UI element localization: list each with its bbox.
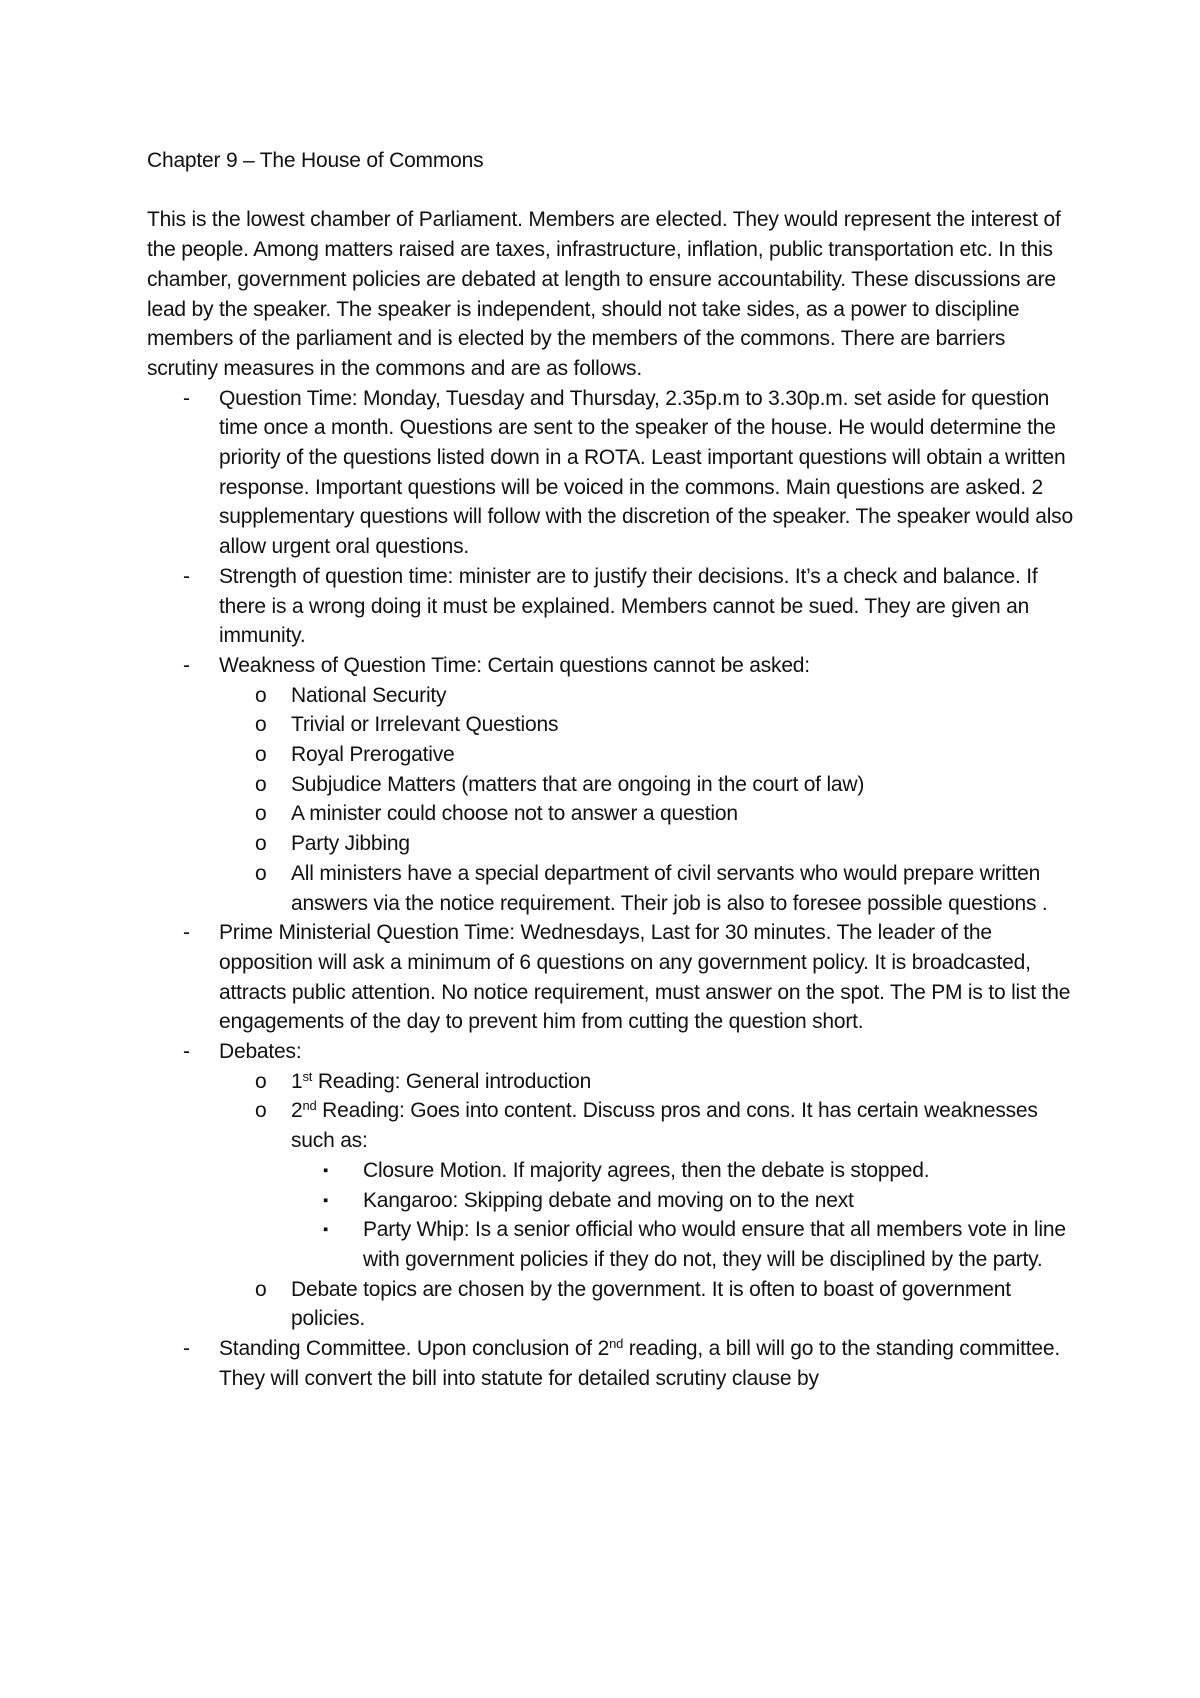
debates-sublist [219, 1067, 1077, 1334]
list-item [291, 1156, 1077, 1186]
debates-text: Debates: [219, 1040, 302, 1064]
scrutiny-list [147, 384, 1077, 1394]
reading-weakness-item: Closure Motion. If majority agrees, then the debate is stopped. [363, 1158, 930, 1182]
list-item [291, 1215, 1077, 1274]
chapter-title: Chapter 9 – The House of Commons [147, 149, 484, 172]
list-item-reading-1 [219, 1067, 1077, 1097]
list-item [219, 799, 1077, 829]
circle-bullet: o [255, 713, 267, 737]
dash-bullet: - [183, 921, 190, 945]
list-item-debate-topics [219, 1275, 1077, 1334]
square-bullet: ▪ [323, 1191, 329, 1209]
list-item-weakness [147, 651, 1077, 918]
square-bullet: ▪ [323, 1221, 329, 1239]
list-item-strength [147, 562, 1077, 651]
ordinal-suffix: nd [302, 1098, 317, 1114]
list-item [219, 710, 1077, 740]
weakness-text: Weakness of Question Time: Certain questions cannot be asked: [219, 653, 810, 677]
circle-bullet: o [255, 832, 267, 856]
dash-bullet: - [183, 1337, 190, 1361]
reading-number: 1 [291, 1069, 303, 1093]
circle-bullet: o [255, 1277, 267, 1301]
circle-bullet: o [255, 743, 267, 767]
standing-text-post: reading, a bill will go to the standing committee. They will convert the bill into statute for detailed scrutiny clause by [219, 1337, 1060, 1390]
circle-bullet: o [255, 802, 267, 826]
list-item-debates [147, 1037, 1077, 1334]
dash-bullet: - [183, 653, 190, 677]
strength-text: Strength of question time: minister are to justify their decisions. It’s a check and balance. If there is a wrong doing it must be explained. Members cannot be sued. They are given an immunity. [219, 564, 1038, 648]
list-item-question-time [147, 384, 1077, 562]
list-item [219, 770, 1077, 800]
debate-topics-text: Debate topics are chosen by the government. It is often to boast of government policies. [291, 1277, 1011, 1331]
weakness-sublist-2 [291, 1156, 1077, 1275]
square-bullet: ▪ [323, 1161, 329, 1179]
circle-bullet: o [255, 1099, 267, 1123]
list-item [219, 740, 1077, 770]
list-item [219, 859, 1077, 918]
list-item [291, 1186, 1077, 1216]
question-time-text: Question Time: Monday, Tuesday and Thursday, 2.35p.m to 3.30p.m. set aside for question time once a month. Questions are sent to the speaker of the house. He would determine the priority of the questions listed down in a ROTA. Least important questions will obtain a written response. Important questions will be voiced in the commons. Main questions are asked. 2 supplementary questions will follow with the discretion of the speaker. The speaker would also allow urgent oral questions. [219, 386, 1073, 559]
weakness-item: Party Jibbing [291, 832, 410, 856]
dash-bullet: - [183, 564, 190, 588]
weakness-sublist [219, 681, 1077, 919]
weakness-item: All ministers have a special department of civil servants who would prepare written answers via the notice requirement. Their job is also to foresee possible questions . [291, 861, 1048, 915]
intro-paragraph: This is the lowest chamber of Parliament. Members are elected. They would represent the interest of the people. Among matters raised are taxes, infrastructure, inflation, public transportation etc. In this chamber, government policies are debated at length to ensure accountability. These discussions are lead by the speaker. The speaker is independent, should not take sides, as a power to discipline members of the parliament and is elected by the members of the commons. There are barriers scrutiny measures in the commons and are as follows. [147, 208, 1061, 380]
circle-bullet: o [255, 772, 267, 796]
document-body [147, 146, 1077, 1394]
dash-bullet: - [183, 386, 190, 410]
list-item-pmqt [147, 918, 1077, 1037]
ordinal-suffix: nd [609, 1336, 624, 1352]
weakness-item: Trivial or Irrelevant Questions [291, 713, 559, 737]
list-item [219, 829, 1077, 859]
reading-text: Reading: Goes into content. Discuss pros and cons. It has certain weaknesses such as: [291, 1099, 1038, 1153]
dash-bullet: - [183, 1040, 190, 1064]
reading-weakness-item: Kangaroo: Skipping debate and moving on to the next [363, 1188, 854, 1212]
ordinal-suffix: st [302, 1068, 313, 1084]
list-item-standing-committee [147, 1334, 1077, 1393]
weakness-item: National Security [291, 683, 447, 707]
reading-weakness-item: Party Whip: Is a senior official who would ensure that all members vote in line with government policies if they do not, they will be disciplined by the party. [363, 1218, 1066, 1271]
list-item-reading-2 [219, 1096, 1077, 1274]
weakness-item: Subjudice Matters (matters that are ongoing in the court of law) [291, 772, 865, 796]
reading-number: 2 [291, 1099, 303, 1123]
circle-bullet: o [255, 683, 267, 707]
circle-bullet: o [255, 1069, 267, 1093]
weakness-item: Royal Prerogative [291, 743, 455, 767]
standing-text-pre: Standing Committee. Upon conclusion of 2 [219, 1337, 610, 1361]
weakness-item: A minister could choose not to answer a question [291, 802, 738, 826]
circle-bullet: o [255, 861, 267, 885]
list-item [219, 681, 1077, 711]
reading-text: Reading: General introduction [312, 1069, 592, 1093]
pmqt-text: Prime Ministerial Question Time: Wednesdays, Last for 30 minutes. The leader of the opposition will ask a minimum of 6 questions on any government policy. It is broadcasted, attracts public attention. No notice requirement, must answer on the spot. The PM is to list the engagements of the day to prevent him from cutting the question short. [219, 921, 1071, 1034]
